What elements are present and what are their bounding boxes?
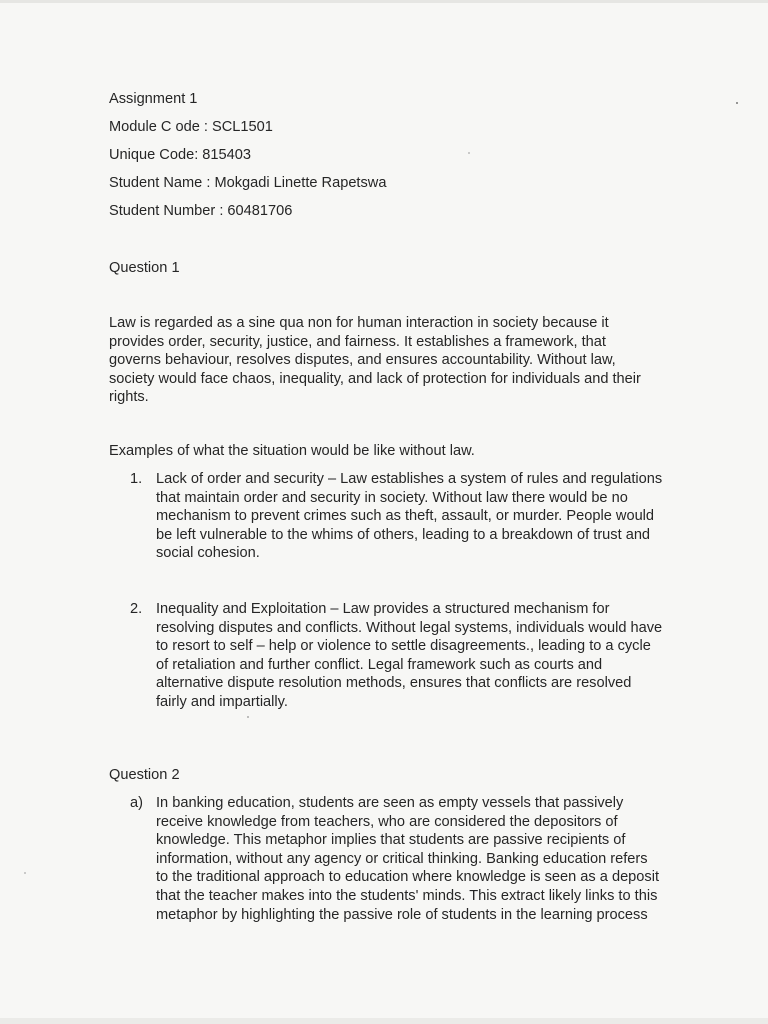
list-item-line: metaphor by highlighting the passive role of students in the learning process	[156, 906, 648, 923]
page-top-edge	[0, 0, 768, 3]
list-item-line: that the teacher makes into the students' minds. This extract likely links to this	[156, 887, 658, 904]
unique-code: Unique Code: 815403	[109, 147, 251, 163]
list-item-line: fairly and impartially.	[156, 693, 288, 710]
list-item-body	[156, 470, 662, 563]
intro-line: provides order, security, justice, and fairness. It establishes a framework, that	[109, 333, 606, 350]
module-code: Module C ode : SCL1501	[109, 119, 273, 135]
scan-speck	[468, 152, 470, 154]
list-item-body	[156, 600, 662, 712]
list-item-line: that maintain order and security in society. Without law there would be no	[156, 489, 628, 506]
student-name: Student Name : Mokgadi Linette Rapetswa	[109, 175, 387, 191]
list-marker: 1.	[130, 471, 143, 487]
list-item-line: resolving disputes and conflicts. Without legal systems, individuals would have	[156, 619, 663, 636]
intro-line: rights.	[109, 389, 149, 406]
question-1-heading: Question 1	[109, 260, 180, 276]
list-item-line: Inequality and Exploitation – Law provides a structured mechanism for	[156, 601, 610, 617]
list-item-line: to resort to self – help or violence to settle disagreements., leading to a cycle	[156, 638, 651, 655]
list-marker: 2.	[130, 601, 143, 617]
question-1-intro	[109, 314, 689, 407]
scan-speck	[247, 716, 249, 718]
list-item-line: information, without any agency or critical thinking. Banking education refers	[156, 850, 648, 867]
examples-heading: Examples of what the situation would be like without law.	[109, 443, 475, 459]
list-item-line: of retaliation and further conflict. Legal framework such as courts and	[156, 656, 603, 673]
list-item-line: be left vulnerable to the whims of others, leading to a breakdown of trust and	[156, 526, 651, 543]
list-item-line: social cohesion.	[156, 545, 260, 562]
intro-line: society would face chaos, inequality, and lack of protection for individuals and their	[109, 370, 641, 387]
scan-speck	[736, 102, 738, 104]
scan-speck	[24, 872, 26, 874]
assignment-title: Assignment 1	[109, 91, 198, 107]
list-item-line: In banking education, students are seen as empty vessels that passively	[156, 795, 624, 811]
question-2-heading: Question 2	[109, 767, 180, 783]
list-marker: a)	[130, 795, 143, 811]
list-item-line: Lack of order and security – Law establishes a system of rules and regulations	[156, 471, 663, 487]
intro-line: Law is regarded as a sine qua non for human interaction in society because it	[109, 315, 609, 331]
student-number: Student Number : 60481706	[109, 203, 293, 219]
page-bottom-edge	[0, 1018, 768, 1024]
list-item-line: mechanism to prevent crimes such as theft, assault, or murder. People would	[156, 508, 655, 525]
list-item-line: knowledge. This metaphor implies that students are passive recipients of	[156, 832, 626, 849]
intro-line: governs behaviour, resolves disputes, and ensures accountability. Without law,	[109, 352, 616, 369]
list-item-line: alternative dispute resolution methods, ensures that conflicts are resolved	[156, 675, 632, 692]
list-item-line: receive knowledge from teachers, who are considered the depositors of	[156, 813, 618, 830]
list-item-body	[156, 794, 659, 924]
list-item-line: to the traditional approach to education where knowledge is seen as a deposit	[156, 869, 660, 886]
